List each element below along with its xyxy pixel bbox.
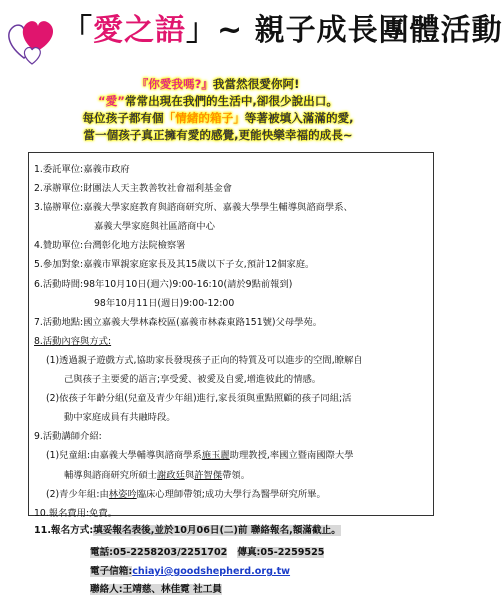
title-open-bracket: 「 [62,13,93,48]
hearts-logo-icon [4,8,62,66]
intro-line1-rest: 我當然很愛你阿! [212,77,300,91]
info-subitem-cont: 己與孩子主要愛的語言;享受愛、被愛及自愛,增進彼此的情感。 [64,374,322,386]
contact-person [90,581,222,595]
info-subitem-cont [34,466,426,485]
intro-line1-quote: 『你愛我嗎?』 [136,77,213,91]
info-list [34,160,426,523]
tel-label: 電話: [90,547,114,558]
r9a2-mid: 與 [184,469,195,481]
contact-person-text: 聯絡人:王靖慈、林佳霓 社工員 [90,584,222,595]
intro-line3-a: 每位孩子都有個 [82,111,164,125]
info-subitem: (2)依孩子年齡分組(兒童及青少年組)進行,家長須與重點照顧的孩子同組;活 [46,393,352,405]
r9b-pre: (2)青少年組:由 [46,488,109,500]
info-subitem [34,485,426,504]
intro-line2-quote: “愛” [98,94,125,108]
info-item: 4.贊助單位:台灣彰化地方法院檢察署 [34,240,186,252]
info-item: 5.參加對象:嘉義市單親家庭家長及其15歲以下子女,預計12個家庭。 [34,259,315,271]
info-item: 9.活動講師介紹: [34,431,102,443]
title-rest: 親子成長團體活動 [254,13,503,48]
title-mid: 」~ [186,13,255,48]
registration-footer [0,520,436,600]
fax-value: 05-2259525 [260,547,325,558]
info-item: 7.活動地點:國立嘉義大學林森校區(嘉義市林森東路151號)父母學苑。 [34,316,323,328]
fax-label: 傳真: [237,547,261,558]
title-highlight: 愛之語 [93,13,186,48]
instructor-name: 林姿吟 [108,488,137,500]
registration-detail: 填妥報名表後,並於10月06日(二)前 聯絡報名,額滿截止。 [93,525,341,536]
contact-phone-row [90,544,324,558]
info-item-cont: 嘉義大學家庭與社區諮商中心 [94,221,215,233]
r9b-post: 臨床心理師帶領;成功大學行為醫學研究所畢。 [136,488,326,500]
info-item: 2.承辦單位:財團法人天主教善牧社會福利基金會 [34,183,232,195]
r9a-pre: (1)兒童組:由嘉義大學輔導與諮商學系 [46,450,202,462]
intro-line3-highlight: 「情緒的箱子」 [163,111,245,125]
info-item: 3.協辦單位:嘉義大學家庭教育與諮商研究所、嘉義大學學生輔導與諮商學系、 [34,202,353,214]
info-item: 10.報名費用:免費。 [34,507,117,519]
info-item-cont: 98年10月11日(週日)9:00-12:00 [94,297,235,309]
instructor-name: 謝政廷 [156,469,185,481]
instructor-name: 許智傑 [194,469,223,481]
info-subitem: (1)透過親子遊戲方式,協助家長發現孩子正向的特質及可以進步的空間,瞭解自 [46,354,363,366]
intro-line3-b: 等著被填入滿滿的愛, [244,111,354,125]
page-title [62,8,503,54]
email-link[interactable]: chiayi@goodshepherd.org.tw [132,566,291,577]
info-item: 1.委託單位:嘉義市政府 [34,164,130,175]
intro-line2-rest: 常常出現在我們的生活中,卻很少說出口。 [124,94,338,108]
intro-block [8,76,428,144]
r9a2-post: 帶領。 [222,469,251,481]
info-item: 6.活動時間:98年10月10日(週六)9:00-16:10(請於9點前報到) [34,278,293,290]
info-item: 8.活動內容與方式: [34,335,112,347]
instructor-name: 施玉麗 [201,450,230,462]
registration-method [34,522,341,536]
email-label: 電子信箱: [90,566,133,577]
registration-label: 11.報名方式: [34,525,94,536]
intro-line4: 當一個孩子真正擁有愛的感覺,更能快樂幸福的成長~ [83,128,353,142]
contact-email-row [90,563,290,577]
info-subitem-cont: 動中家庭成員有共融時段。 [64,412,176,424]
r9a2-pre: 輔導與諮商研究所碩士 [64,469,157,481]
r9a-post: 助理教授,率國立暨南國際大學 [229,450,354,462]
info-subitem [34,446,426,465]
tel-value: 05-2258203/2251702 [113,547,228,558]
